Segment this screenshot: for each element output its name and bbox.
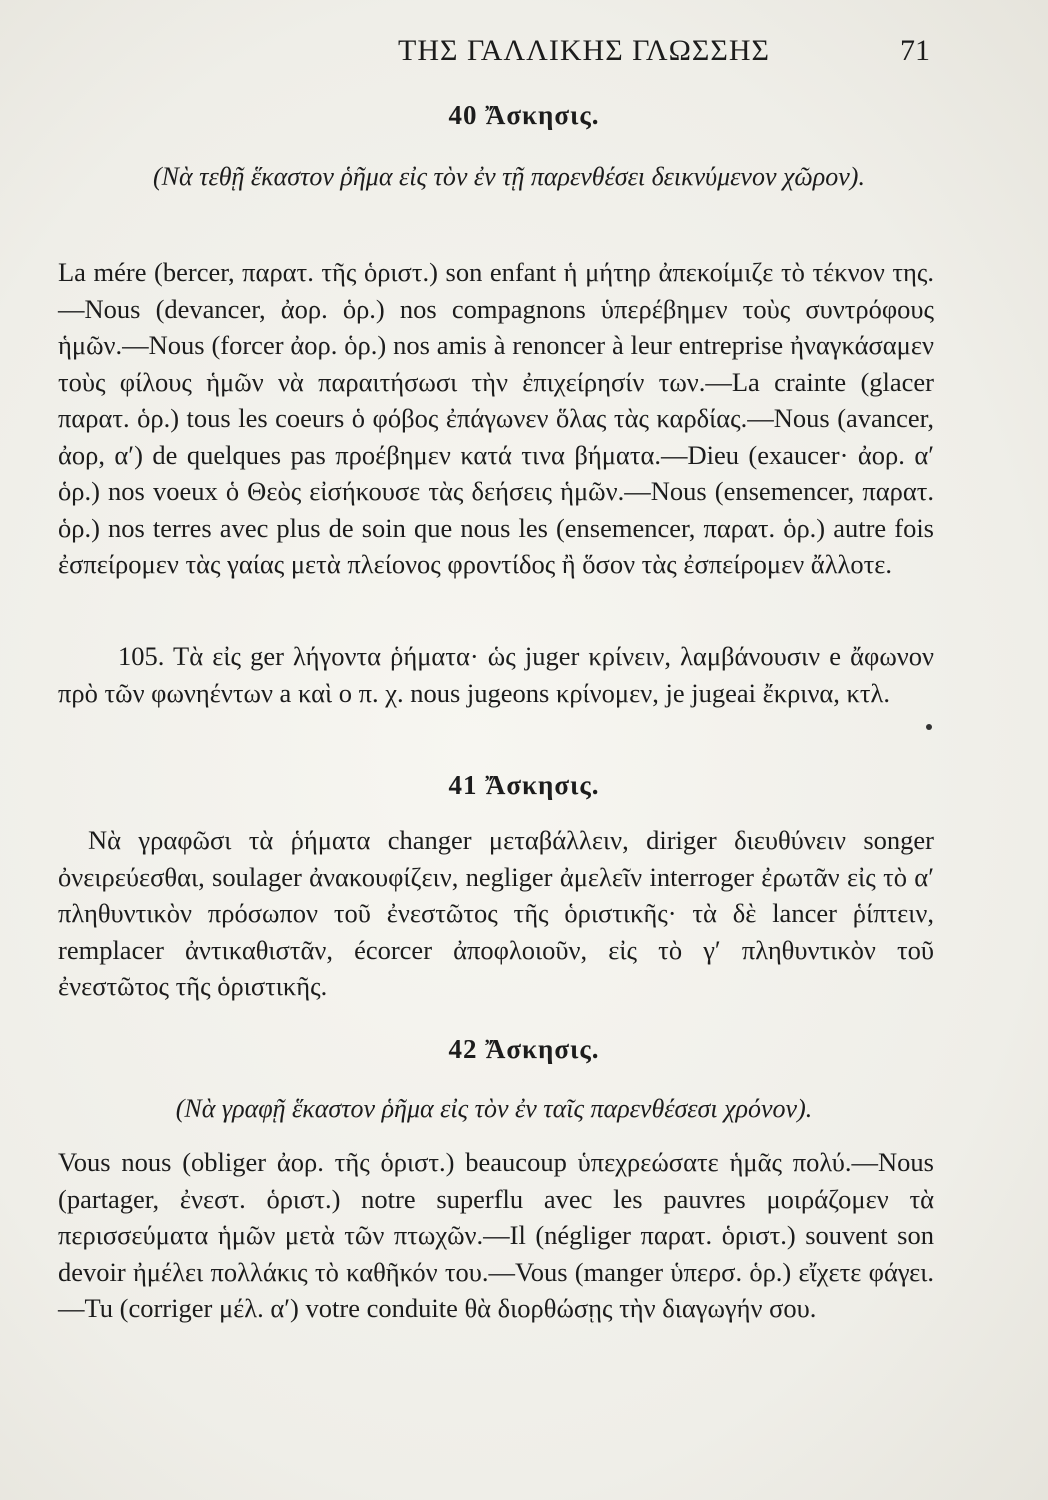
exercise-42-instruction: (Νὰ γραφῇ ἕκαστον ῥῆμα εἰς τὸν ἐν ταῖς παρενθέσεσι χρόνον). [175,1094,813,1123]
exercise-40-heading: 40 Ἄσκησις. [448,100,600,130]
section-105 [58,638,934,711]
exercise-42-text [58,1144,934,1327]
page-number: 71 [900,34,930,67]
exercise-40-instruction: (Νὰ τεθῇ ἕκαστον ῥῆμα εἰς τὸν ἐν τῇ παρενθέσει δεικνύμενον χῶρον). [153,162,865,191]
exercise-41-text [58,822,934,1005]
running-head: ΤΗΣ ΓΑΛΛΙΚΗΣ ΓΛΩΣΣΗΣ [398,34,770,67]
exercise-40-paragraph: La mére (bercer, παρατ. τῆς ὁριστ.) son enfant ἡ μήτηρ ἀπεκοίμιζε τὸ τέκνον της.—Nous (devancer, ἀορ. ὁρ.) nos compagnons ὑπερέβημεν τοὺς συντρόφους ἡμῶν.—Nous (forcer ἀορ. ὁρ.) nos amis à renoncer à leur entreprise ἠναγκάσαμεν τοὺς φίλους ἡμῶν νὰ παραιτήσωσι τὴν ἐπιχείρησίν των.—La crainte (glacer παρατ. ὁρ.) tous les coeurs ὁ φόβος ἐπάγωνεν ὅλας τὰς καρδίας.—Nous (avancer, ἀορ, α′) de quelques pas προέβημεν κατά τινα βήματα.—Dieu (exaucer· ἀορ. α′ ὁρ.) nos voeux ὁ Θεὸς εἰσήκουσε τὰς δεήσεις ἡμῶν.—Nous (ensemencer, παρατ. ὁρ.) nos terres avec plus de soin que nous les (ensemencer, παρατ. ὁρ.) autre fois ἐσπείρομεν τὰς γαίας μετὰ πλείονος φροντίδος ἢ ὅσον τὰς ἐσπείρομεν ἄλλοτε. [58,257,934,579]
exercise-41-paragraph: Νὰ γραφῶσι τὰ ῥήματα changer μεταβάλλειν, diriger διευθύνειν songer ὀνειρεύεσθαι, soulager ἀνακουφίζειν, negliger ἀμελεῖν interroger ἐρωτᾶν εἰς τὸ α′ πληθυντικὸν πρόσωπον τοῦ ἐνεστῶτος τῆς ὁριστικῆς· τὰ δὲ lancer ῥίπτειν, remplacer ἀντικαθιστᾶν, écorcer ἀποφλοιοῦν, εἰς τὸ γ′ πληθυντικὸν τοῦ ἐνεστῶτος τῆς ὁριστικῆς. [58,825,934,1001]
exercise-41-heading: 41 Ἄσκησις. [448,770,600,800]
section-105-paragraph: 105. Τὰ εἰς ger λήγοντα ῥήματα· ὡς juger κρίνειν, λαμβάνουσιν e ἄφωνον πρὸ τῶν φωνηέντων a καὶ o π. χ. nous jugeons κρίνομεν, je jugeai ἔκρινα, κτλ. [58,641,934,708]
exercise-42-paragraph: Vous nous (obliger ἀορ. τῆς ὁριστ.) beaucoup ὑπεχρεώσατε ἡμᾶς πολύ.—Nous (partager, ἐνεστ. ὁριστ.) notre superflu avec les pauvres μοιράζομεν τὰ περισσεύματα ἡμῶν μετὰ τῶν πτωχῶν.—Il (négliger παρατ. ὁριστ.) souvent son devoir ἠμέλει πολλάκις τὸ καθῆκόν του.—Vous (manger ὑπερσ. ὁρ.) εἴχετε φάγει.—Tu (corriger μέλ. α′) votre conduite θὰ διορθώσῃς τὴν διαγωγήν σου. [58,1147,934,1323]
ink-dot [926,724,932,730]
exercise-40-text [58,254,934,583]
exercise-42-heading: 42 Ἄσκησις. [448,1034,600,1064]
